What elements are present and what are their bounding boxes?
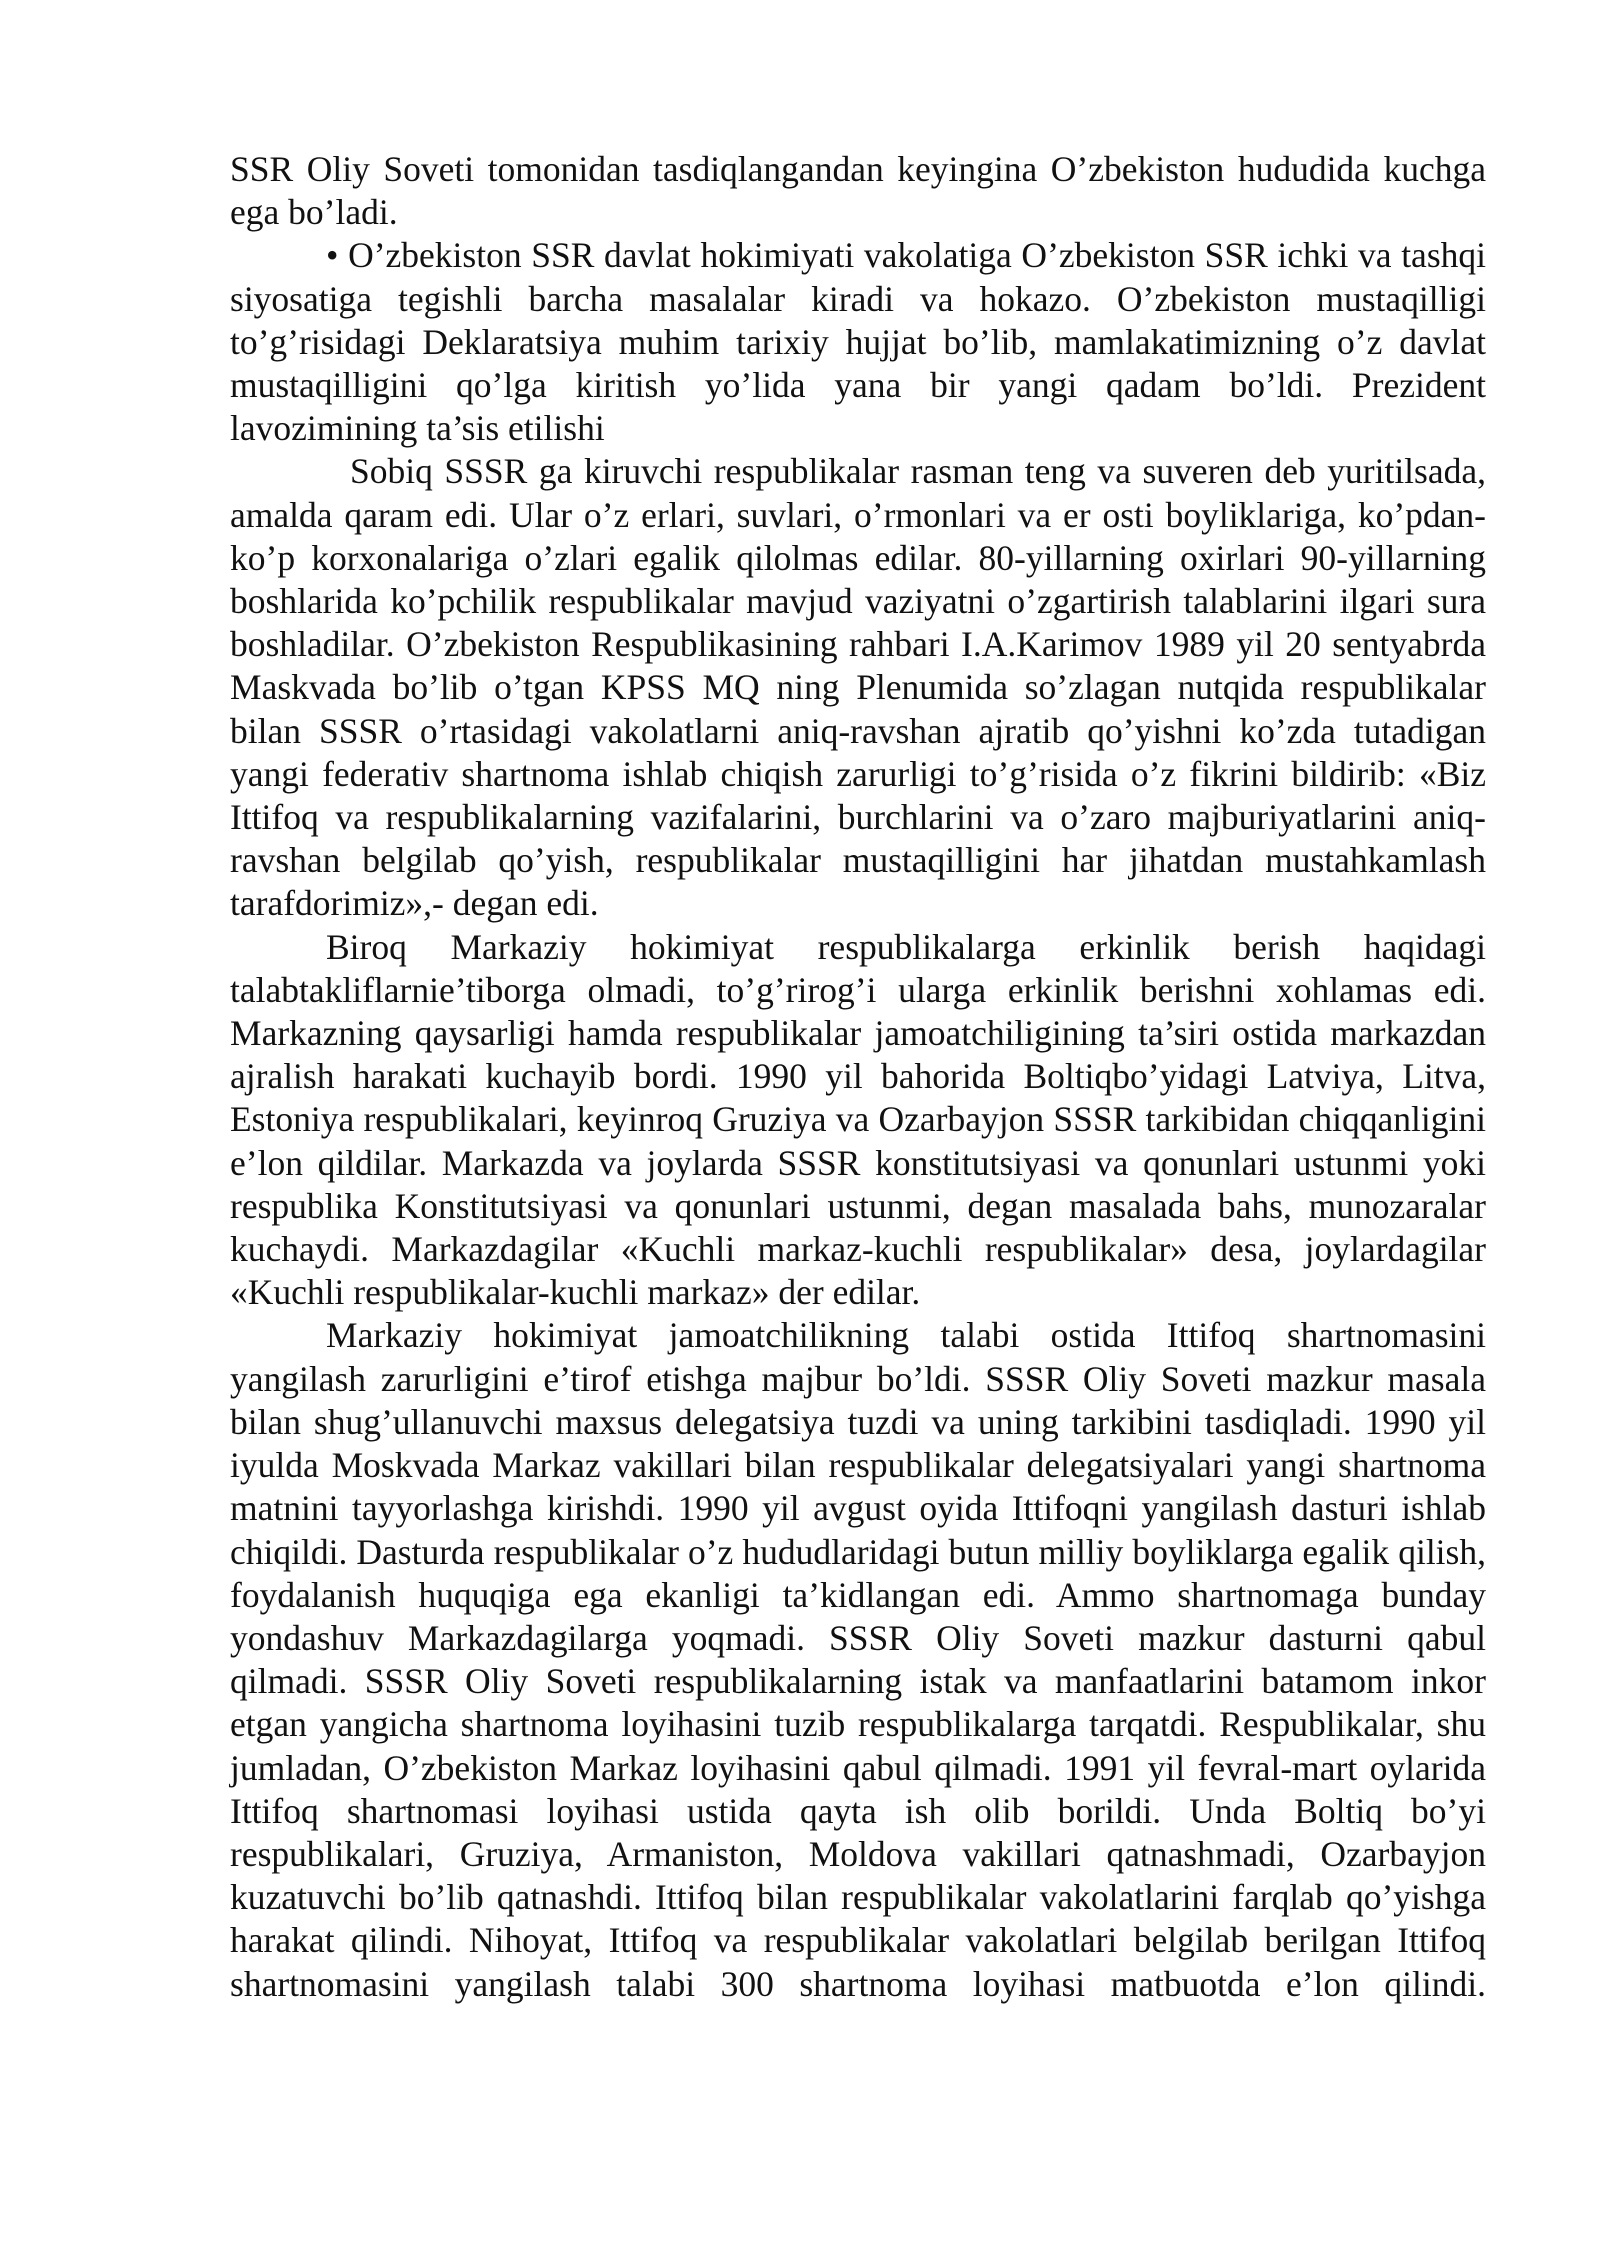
paragraph-central-authority: Biroq Markaziy hokimiyat respublikalarga erkinlik berish haqidagi talabtakliflarnie’tiborga olmadi, to’g’rirog’i ularga erkinlik berishni xohlamas edi. Markazning qaysarligi hamda respublikalar jamoatchiligining ta’siri ostida markazdan ajralish harakati kuchayib bordi. 1990 yil bahorida Boltiqbo’yidagi Latviya, Litva, Estoniya respublikalari, keyinroq Gruziya va Ozarbayjon SSSR tarkibidan chiqqanligini e’lon qildilar. Markazda va joylarda SSSR konstitutsiyasi va qonunlari ustunmi yoki respublika Konstitutsiyasi va qonunlari ustunmi, degan masalada bahs, munozaralar kuchaydi. Markazdagilar «Kuchli markaz-kuchli respublikalar» desa, joylardagilar «Kuchli respublikalar-kuchli markaz» der edilar. bbox=[230, 926, 1486, 1313]
document-page bbox=[230, 148, 1486, 2006]
paragraph-union-treaty: Markaziy hokimiyat jamoatchilikning talabi ostida Ittifoq shartnomasini yangilash zarurligini e’tirof etishga majbur bo’ldi. SSSR Oliy Soveti mazkur masala bilan shug’ullanuvchi maxsus delegatsiya tuzdi va uning tarkibini tasdiqladi. 1990 yil iyulda Moskvada Markaz vakillari bilan respublikalar delegatsiyalari yangi shartnoma matnini tayyorlashga kirishdi. 1990 yil avgust oyida Ittifoqni yangilash dasturi ishlab chiqildi. Dasturda respublikalar o’z hududlaridagi butun milliy boyliklarga egalik qilish, foydalanish huquqiga ega ekanligi ta’kidlangan edi. Ammo shartnomaga bunday yondashuv Markazdagilarga yoqmadi. SSSR Oliy Soveti mazkur dasturni qabul qilmadi. SSSR Oliy Soveti respublikalarning istak va manfaatlarini batamom inkor etgan yangicha shartnoma loyihasini tuzib respublikalarga tarqatdi. Respublikalar, shu jumladan, O’zbekiston Markaz loyihasini qabul qilmadi. 1991 yil fevral-mart oylarida Ittifoq shartnomasi loyihasi ustida qayta ish olib borildi. Unda Boltiq bo’yi respublikalari, Gruziya, Armaniston, Moldova vakillari qatnashmadi, Ozarbayjon kuzatuvchi bo’lib qatnashdi. Ittifoq bilan respublikalar vakolatlarini farqlab qo’yishga harakat qilindi. Nihoyat, Ittifoq va respublikalar vakolatlari belgilab berilgan Ittifoq shartnomasini yangilash talabi 300 shartnoma loyihasi matbuotda e’lon qilindi. bbox=[230, 1315, 1486, 2004]
paragraph-continuation: SSR Oliy Soveti tomonidan tasdiqlangandan keyingina O’zbekiston hududida kuchga ega bo’ladi. bbox=[230, 149, 1486, 233]
paragraph-sovereignty: Sobiq SSSR ga kiruvchi respublikalar rasman teng va suveren deb yuritilsada, amalda qaram edi. Ular o’z erlari, suvlari, o’rmonlari va er osti boyliklariga, ko’pdan-ko’p korxonalariga o’zlari egalik qilolmas edilar. 80-yillarning oxirlari 90-yillarning boshlarida ko’pchilik respublikalar mavjud vaziyatni o’zgartirish talablarini ilgari sura boshladilar. O’zbekiston Respublikasining rahbari I.A.Karimov 1989 yil 20 sentyabrda Maskvada bo’lib o’tgan KPSS MQ ning Plenumida so’zlagan nutqida respublikalar bilan SSSR o’rtasidagi vakolatlarni aniq-ravshan ajratib qo’yishni ko’zda tutadigan yangi federativ shartnoma ishlab chiqish zarurligi to’g’risida o’z fikrini bildirib: «Biz Ittifoq va respublikalarning vazifalarini, burchlarini va o’zaro majburiyatlarini aniq-ravshan belgilab qo’yish, respublikalar mustaqilligini har jihatdan mustahkamlash tarafdorimiz»,- degan edi. bbox=[230, 451, 1486, 924]
paragraph-bullet-declaration: • O’zbekiston SSR davlat hokimiyati vakolatiga O’zbekiston SSR ichki va tashqi siyosatiga tegishli barcha masalalar kiradi va hokazo. O’zbekiston mustaqilligi to’g’risidagi Deklaratsiya muhim tarixiy hujjat bo’lib, mamlakatimizning o’z davlat mustaqilligini qo’lga kiritish yo’lida yana bir yangi qadam bo’ldi. Prezident lavozimining ta’sis etilishi bbox=[230, 235, 1486, 449]
